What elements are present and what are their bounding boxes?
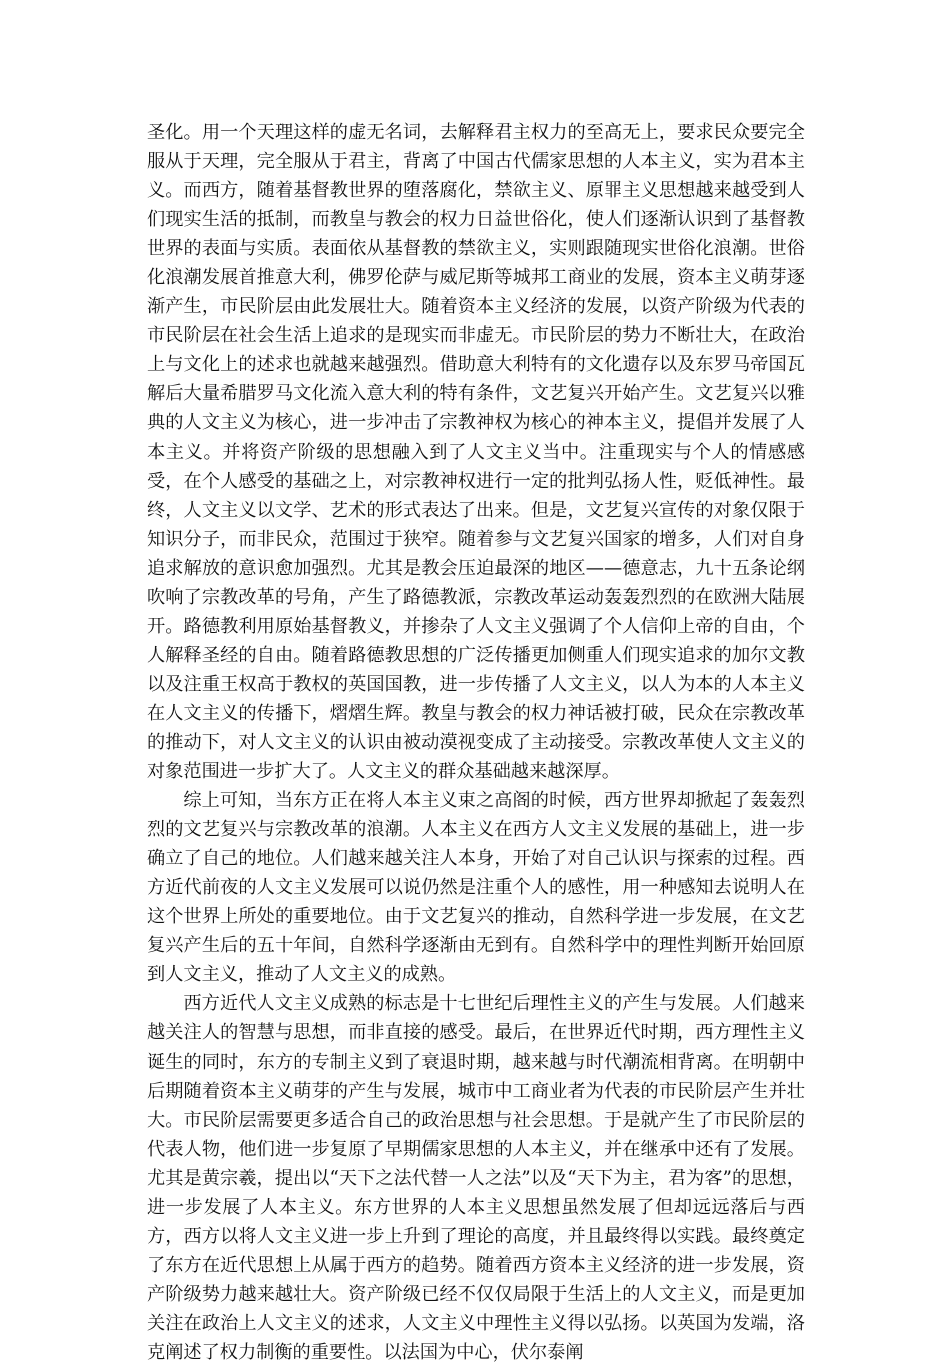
paragraph-1: 圣化。用一个天理这样的虚无名词，去解释君主权力的至高无上，要求民众要完全服从于天理，完全服从于君主，背离了中国古代儒家思想的人本主义，实为君本主义。而西方，随着基督教世界的堕落腐化，禁欲主义、原罪主义思想越来越受到人们现实生活的抵制，而教皇与教会的权力日益世俗化，使人们逐渐认识到了基督教世界的表面与实质。表面依从基督教的禁欲主义，实则跟随现实世俗化浪潮。世俗化浪潮发展首推意大利，佛罗伦萨与威尼斯等城邦工商业的发展，资本主义萌芽逐渐产生，市民阶层由此发展壮大。随着资本主义经济的发展，以资产阶级为代表的市民阶层在社会生活上追求的是现实而非虚无。市民阶层的势力不断壮大，在政治上与文化上的述求也就越来越强烈。借助意大利特有的文化遗存以及东罗马帝国瓦解后大量希腊罗马文化流入意大利的特有条件，文艺复兴开始产生。文艺复兴以雅典的人文主义为核心，进一步冲击了宗教神权为核心的神本主义，提倡并发展了人本主义。并将资产阶级的思想融入到了人文主义当中。注重现实与个人的情感感受，在个人感受的基础之上，对宗教神权进行一定的批判弘扬人性，贬低神性。最终，人文主义以文学、艺术的形式表达了出来。但是，文艺复兴宣传的对象仅限于知识分子，而非民众，范围过于狭窄。随着参与文艺复兴国家的增多，人们对自身追求解放的意识愈加强烈。尤其是教会压迫最深的地区——德意志，九十五条论纲吹响了宗教改革的号角，产生了路德教派，宗教改革运动轰轰烈烈的在欧洲大陆展开。路德教利用原始基督教义，并掺杂了人文主义强调了个人信仰上帝的自由，个人解释圣经的自由。随着路德教思想的广泛传播更加侧重人们现实追求的加尔文教以及注重王权高于教权的英国国教，进一步传播了人文主义，以人为本的人本主义在人文主义的传播下，熠熠生辉。教皇与教会的权力神话被打破，民众在宗教改革的推动下，对人文主义的认识由被动漠视变成了主动接受。宗教改革使人文主义的对象范围进一步扩大了。人文主义的群众基础越来越深厚。 <box>147 122 805 783</box>
paragraph-2: 综上可知，当东方正在将人本主义束之高阁的时候，西方世界却掀起了轰轰烈烈的文艺复兴与宗教改革的浪潮。人本主义在西方人文主义发展的基础上，进一步确立了自己的地位。人们越来越关注人本身，开始了对自己认识与探索的过程。西方近代前夜的人文主义发展可以说仍然是注重个人的感性，用一种感知去说明人在这个世界上所处的重要地位。由于文艺复兴的推动，自然科学进一步发展，在文艺复兴产生后的五十年间，自然科学逐渐由无到有。自然科学中的理性判断开始回原到人文主义，推动了人文主义的成熟。 <box>147 790 805 986</box>
body-text <box>147 118 805 1367</box>
paragraph-3: 西方近代人文主义成熟的标志是十七世纪后理性主义的产生与发展。人们越来越关注人的智慧与思想，而非直接的感受。最后，在世界近代时期，西方理性主义诞生的同时，东方的专制主义到了衰退时期，越来越与时代潮流相背离。在明朝中后期随着资本主义萌芽的产生与发展，城市中工商业者为代表的市民阶层产生并壮大。市民阶层需要更多适合自己的政治思想与社会思想。于是就产生了市民阶层的代表人物，他们进一步复原了早期儒家思想的人本主义，并在继承中还有了发展。尤其是黄宗羲，提出以“天下之法代替一人之法”以及“天下为主，君为客”的思想，进一步发展了人本主义。东方世界的人本主义思想虽然发展了但却远远落后与西方，西方以将人文主义进一步上升到了理论的高度，并且最终得以实践。最终奠定了东方在近代思想上从属于西方的趋势。随着西方资本主义经济的进一步发展，资产阶级势力越来越壮大。资产阶级已经不仅仅局限于生活上的人文主义，而是更加关注在政治上人文主义的述求，人文主义中理性主义得以弘扬。以英国为发端，洛克阐述了权力制衡的重要性。以法国为中心，伏尔泰阐 <box>147 993 805 1363</box>
